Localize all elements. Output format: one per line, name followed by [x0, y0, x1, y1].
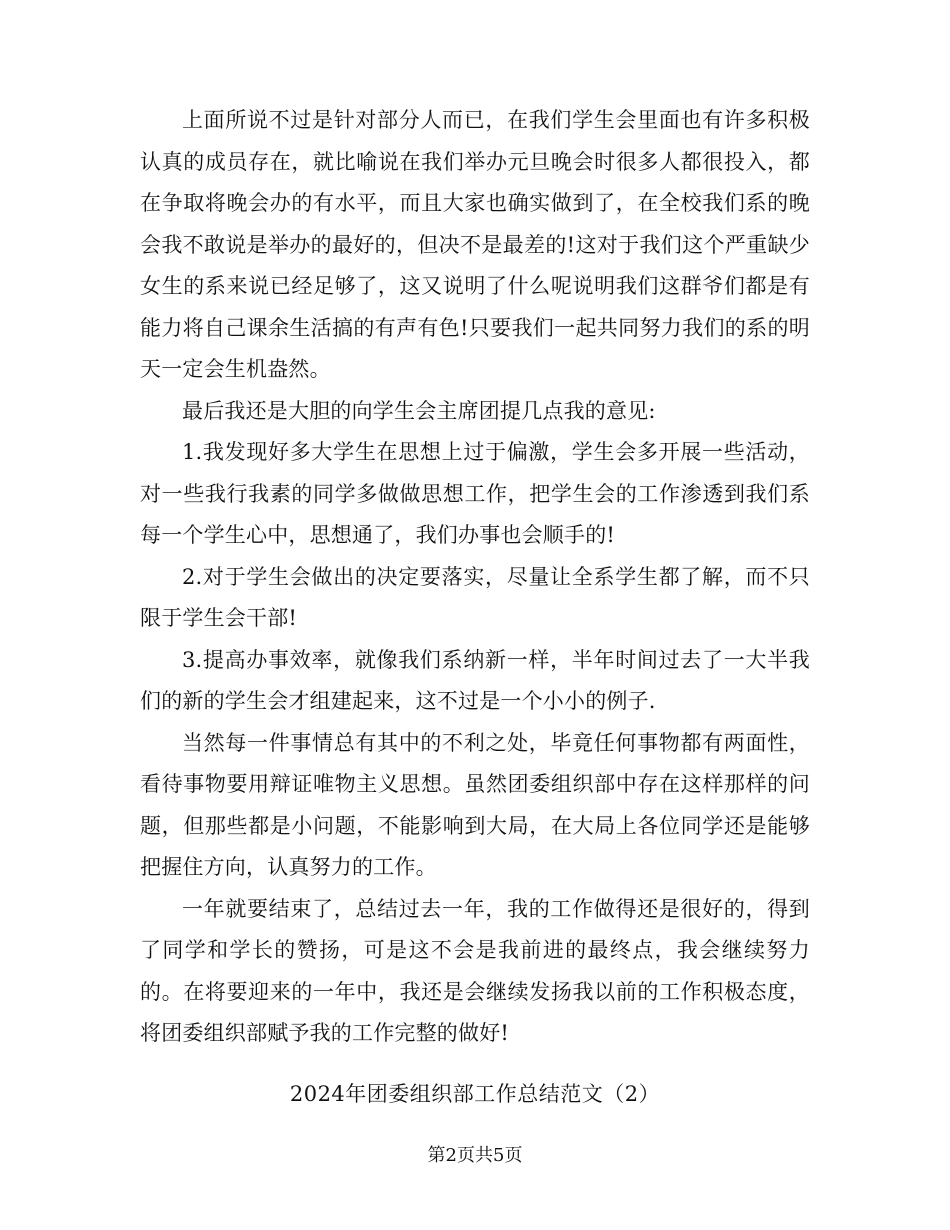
paragraph-year-summary: 一年就要结束了，总结过去一年，我的工作做得还是很好的，得到了同学和学长的赞扬，可是这不会是我前进的最终点，我会继续努力的。在将要迎来的一年中，我还是会继续发扬我以前的工作积极态度，将团委组织部赋予我的工作完整的做好! [140, 896, 810, 1045]
section-title: 2024年团委组织部工作总结范文（2） [289, 1082, 661, 1106]
paragraph-dialectical-view: 当然每一件事情总有其中的不利之处，毕竟任何事物都有两面性，看待事物要用辩证唯物主义思想。虽然团委组织部中存在这样那样的问题，但那些都是小问题，不能影响到大局，在大局上各位同学还是能够把握住方向，认真努力的工作。 [140, 730, 810, 879]
paragraph-suggestion-3: 3.提高办事效率，就像我们系纳新一样，半年时间过去了一大半我们的新的学生会才组建起来，这不过是一个小小的例子. [140, 647, 810, 713]
paragraph-suggestion-1: 1.我发现好多大学生在思想上过于偏激，学生会多开展一些活动，对一些我行我素的同学多做做思想工作，把学生会的工作渗透到我们系每一个学生心中，思想通了，我们办事也会顺手的! [140, 440, 810, 547]
paragraph-suggestions-intro: 最后我还是大胆的向学生会主席团提几点我的意见: [182, 398, 656, 423]
document-body [140, 100, 810, 1055]
paragraph-suggestion-2: 2.对于学生会做出的决定要落实，尽量让全系学生都了解，而不只限于学生会干部! [140, 564, 810, 630]
paragraph-student-union-members: 上面所说不过是针对部分人而已，在我们学生会里面也有许多积极认真的成员存在，就比喻说在我们举办元旦晚会时很多人都很投入，都在争取将晚会办的有水平，而且大家也确实做到了，在全校我们系的晚会我不敢说是举办的最好的，但决不是最差的!这对于我们这个严重缺少女生的系来说已经足够了，这又说明了什么呢说明我们这群爷们都是有能力将自己课余生活搞的有声有色!只要我们一起共同努力我们的系的明天一定会生机盎然。 [140, 108, 810, 381]
page-number-footer: 第2页共5页 [427, 1145, 523, 1166]
